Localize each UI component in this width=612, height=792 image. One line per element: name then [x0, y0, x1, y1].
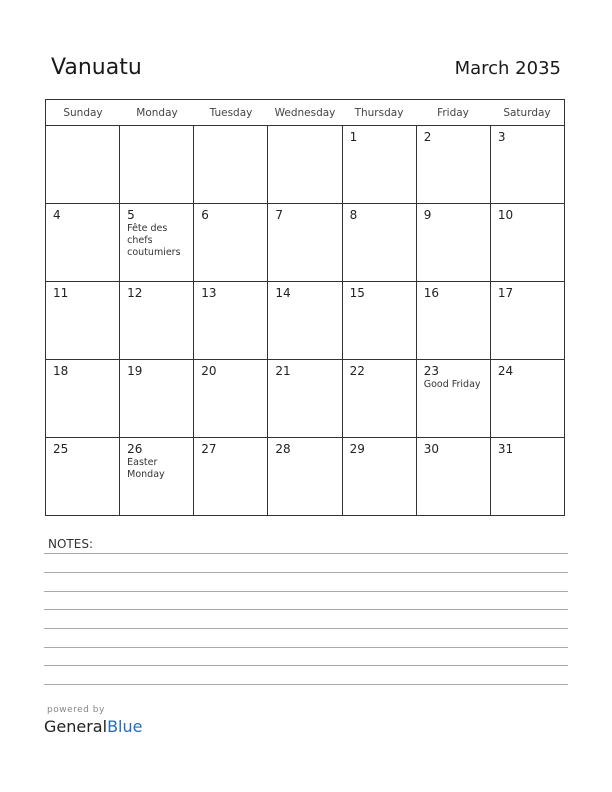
day-number: 5 [127, 208, 135, 222]
day-number: 20 [201, 364, 217, 378]
day-cell [491, 438, 564, 515]
day-number: 23 [423, 364, 439, 378]
day-cell [194, 360, 268, 437]
day-cell [46, 282, 120, 359]
day-cell [343, 126, 417, 203]
day-cell [120, 360, 194, 437]
day-cell [417, 360, 491, 437]
weekday-thursday: Thursday [354, 106, 404, 119]
day-number: 18 [53, 364, 69, 378]
calendar-week [46, 204, 564, 282]
day-cell [268, 126, 342, 203]
country-title: Vanuatu [51, 55, 142, 80]
day-number: 17 [497, 286, 514, 300]
weekday-friday: Friday [437, 106, 469, 119]
weekday-monday: Monday [136, 106, 178, 119]
calendar-week [46, 438, 564, 515]
holiday-label: Easter Monday [127, 457, 165, 480]
day-cell [268, 360, 342, 437]
day-number: 12 [127, 286, 143, 300]
month-title: March 2035 [454, 58, 561, 79]
day-number: 2 [423, 130, 432, 144]
day-cell [491, 282, 564, 359]
day-cell [120, 204, 194, 281]
brand-logo [44, 717, 142, 736]
day-number: 27 [201, 442, 217, 456]
day-number: 26 [127, 442, 143, 456]
day-number: 16 [423, 286, 439, 300]
notes-line [44, 609, 568, 610]
weekday-header [46, 100, 564, 126]
notes-line [44, 665, 568, 666]
day-cell [343, 360, 417, 437]
holiday-label: Good Friday [423, 379, 481, 390]
day-number: 3 [497, 130, 506, 144]
brand-blue: Blue [107, 717, 143, 736]
day-cell [194, 126, 268, 203]
day-cell [491, 126, 564, 203]
day-cell [194, 438, 268, 515]
notes-line [44, 572, 568, 573]
day-number: 31 [497, 442, 514, 456]
day-number: 24 [497, 364, 514, 378]
powered-by-text: powered by [47, 705, 105, 715]
day-cell [268, 204, 342, 281]
holiday-label: Fête des chefs coutumiers [127, 223, 181, 258]
day-cell [491, 204, 564, 281]
day-number: 7 [275, 208, 284, 222]
weekday-tuesday: Tuesday [209, 106, 253, 119]
calendar-grid [45, 99, 565, 516]
day-cell [268, 282, 342, 359]
day-number: 22 [349, 364, 365, 378]
day-cell [46, 126, 120, 203]
day-number: 8 [349, 208, 358, 222]
calendar-week [46, 360, 564, 438]
notes-line [44, 684, 568, 685]
day-cell [343, 282, 417, 359]
day-cell [417, 282, 491, 359]
notes-line [44, 647, 568, 648]
weekday-saturday: Saturday [503, 106, 551, 119]
calendar-weeks [46, 126, 564, 515]
day-cell [417, 126, 491, 203]
day-number: 1 [349, 130, 358, 144]
day-cell [46, 360, 120, 437]
day-number: 9 [423, 208, 432, 222]
day-number: 4 [53, 208, 61, 222]
day-number: 29 [349, 442, 365, 456]
day-number: 14 [275, 286, 291, 300]
day-cell [120, 282, 194, 359]
day-number: 25 [53, 442, 69, 456]
notes-line [44, 591, 568, 592]
day-cell [491, 360, 564, 437]
day-cell [120, 126, 194, 203]
weekday-wednesday: Wednesday [274, 106, 336, 119]
day-number: 19 [127, 364, 143, 378]
day-number: 15 [349, 286, 365, 300]
day-cell [417, 204, 491, 281]
day-number: 10 [497, 208, 514, 222]
day-number: 13 [201, 286, 217, 300]
day-cell [194, 204, 268, 281]
day-cell [268, 438, 342, 515]
weekday-sunday: Sunday [63, 106, 103, 119]
calendar-week [46, 282, 564, 360]
day-number: 30 [423, 442, 439, 456]
calendar-week [46, 126, 564, 204]
day-cell [343, 204, 417, 281]
brand-general: General [44, 717, 108, 736]
day-number: 11 [53, 286, 69, 300]
day-cell [46, 438, 120, 515]
notes-line [44, 628, 568, 629]
day-cell [46, 204, 120, 281]
notes-line [44, 553, 568, 554]
day-number: 28 [275, 442, 291, 456]
day-number: 21 [275, 364, 291, 378]
day-cell [343, 438, 417, 515]
day-number: 6 [201, 208, 209, 222]
day-cell [194, 282, 268, 359]
day-cell [120, 438, 194, 515]
day-cell [417, 438, 491, 515]
notes-label: NOTES: [48, 537, 93, 551]
